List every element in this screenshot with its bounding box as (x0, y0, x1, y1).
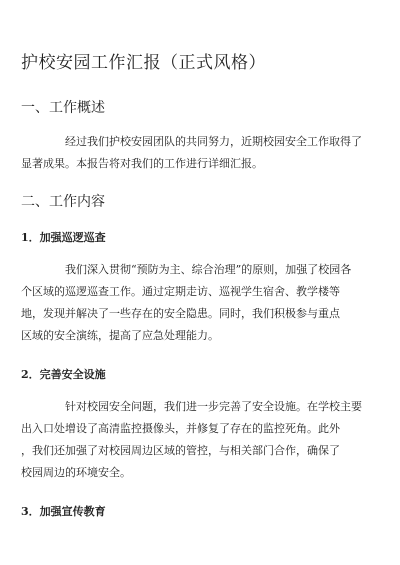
document-title: 护校安园工作汇报（正式风格） (21, 53, 266, 73)
section-heading-overview: 一、工作概述 (21, 100, 105, 116)
paragraph-line: 针对校园安全问题，我们进一步完善了安全设施。在学校主要 (65, 400, 362, 413)
paragraph-line: 地，发现并解决了一些存在的安全隐患。同时，我们积极参与重点 (21, 307, 340, 320)
paragraph-line: ，我们还加强了对校园周边区域的管控，与相关部门合作，确保了 (21, 444, 340, 457)
patrol-paragraph (21, 259, 381, 347)
paragraph-line: 经过我们护校安园团队的共同努力，近期校园安全工作取得了 (65, 135, 362, 148)
paragraph-line: 个区域的巡逻巡查工作。通过定期走访、巡视学生宿舍、教学楼等 (21, 285, 340, 298)
subsection-heading-education: 3．加强宣传教育 (21, 505, 106, 518)
paragraph-line: 显著成果。本报告将对我们的工作进行详细汇报。 (21, 157, 263, 170)
paragraph-line: 区域的安全演练，提高了应急处理能力。 (21, 329, 219, 342)
subsection-heading-facilities: 2．完善安全设施 (21, 368, 106, 381)
subsection-heading-patrol: 1．加强巡逻巡查 (21, 231, 106, 244)
paragraph-line: 出入口处增设了高清监控摄像头，并修复了存在的监控死角。此外 (21, 422, 340, 435)
paragraph-line: 校园周边的环境安全。 (21, 466, 131, 479)
paragraph-line: 我们深入贯彻“预防为主、综合治理”的原则，加强了校园各 (65, 263, 352, 276)
section-heading-content: 二、工作内容 (21, 194, 105, 210)
overview-paragraph (21, 131, 381, 175)
facilities-paragraph (21, 396, 381, 484)
